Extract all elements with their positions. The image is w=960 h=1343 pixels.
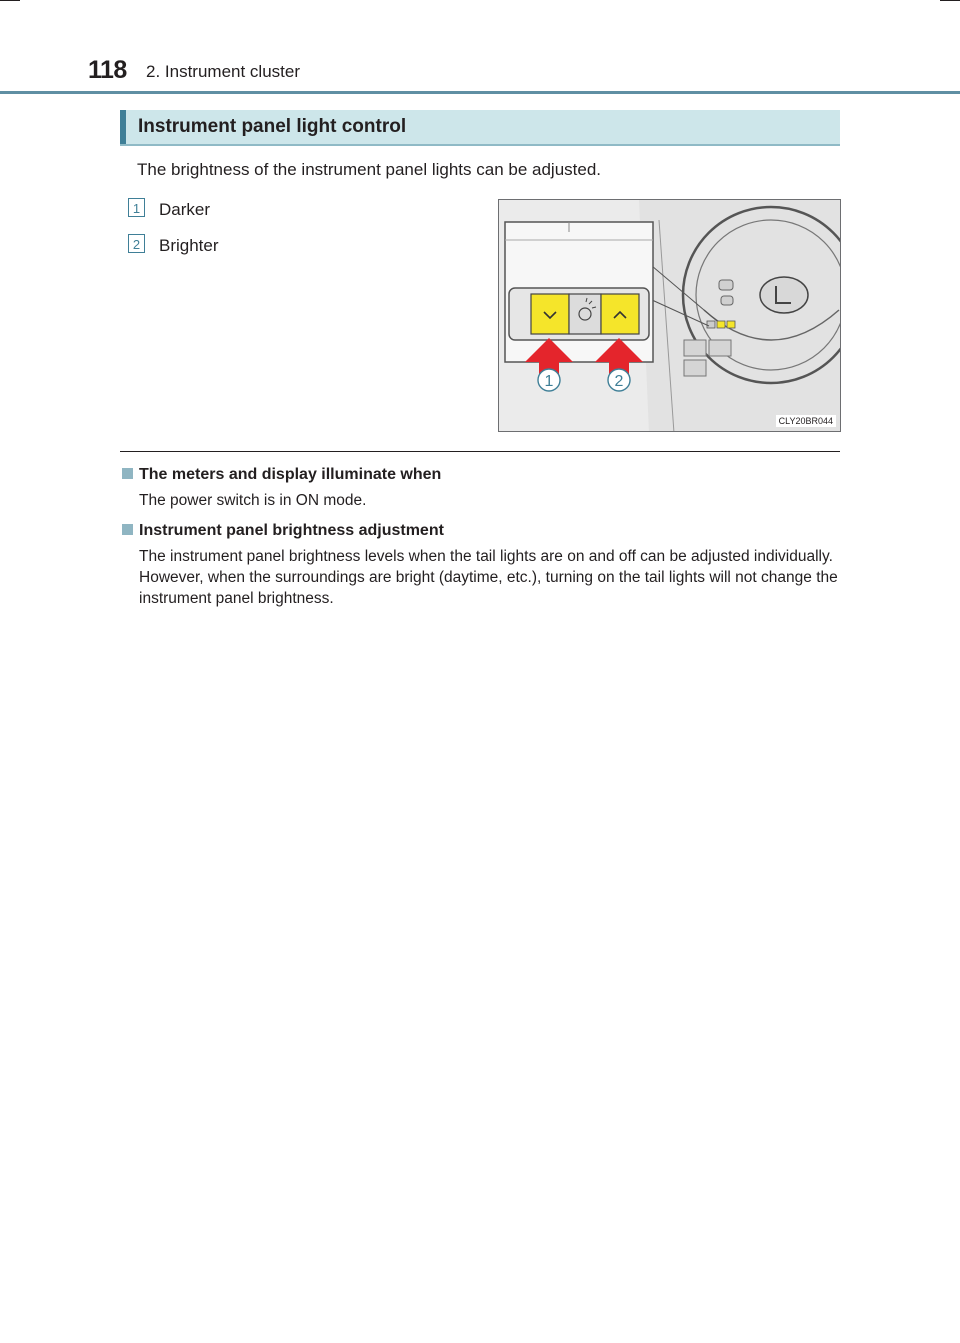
item-number-badge: 2 xyxy=(128,234,145,253)
note-illumination xyxy=(122,466,840,511)
section-title: Instrument panel light control xyxy=(138,116,407,137)
callout-2: 2 xyxy=(614,373,624,390)
section-heading-bar xyxy=(120,110,840,146)
note-heading xyxy=(122,522,840,540)
header-rule xyxy=(0,91,960,94)
chapter-title: 2. Instrument cluster xyxy=(146,62,301,81)
section-divider xyxy=(120,451,840,452)
intro-text: The brightness of the instrument panel lights can be adjusted. xyxy=(137,160,602,179)
list-item-brighter xyxy=(128,234,219,256)
page-number: 118 xyxy=(88,56,127,84)
figure-code: CLY20BR044 xyxy=(776,415,836,427)
square-bullet-icon xyxy=(122,468,133,479)
crop-mark xyxy=(940,0,960,1)
note-body: The instrument panel brightness levels when the tail lights are on and off can be adjusted individually. However, when the surroundings are bright (daytime, etc.), turning on the tail lights will not change the instrument panel brightness. xyxy=(139,548,838,607)
note-brightness-adjustment xyxy=(122,522,840,609)
square-bullet-icon xyxy=(122,524,133,535)
note-heading-text: The meters and display illuminate when xyxy=(139,466,442,483)
note-heading-text: Instrument panel brightness adjustment xyxy=(139,522,444,539)
note-body: The power switch is in ON mode. xyxy=(139,492,367,509)
callout-1: 1 xyxy=(544,373,554,390)
crop-mark xyxy=(0,0,20,1)
section-accent xyxy=(120,110,126,144)
note-heading xyxy=(122,466,840,484)
dashboard-illustration xyxy=(498,199,841,432)
callout-overlay xyxy=(499,200,841,432)
list-item-darker xyxy=(128,198,210,220)
item-number-badge: 1 xyxy=(128,198,145,217)
item-label: Brighter xyxy=(159,236,219,255)
item-label: Darker xyxy=(159,200,211,219)
